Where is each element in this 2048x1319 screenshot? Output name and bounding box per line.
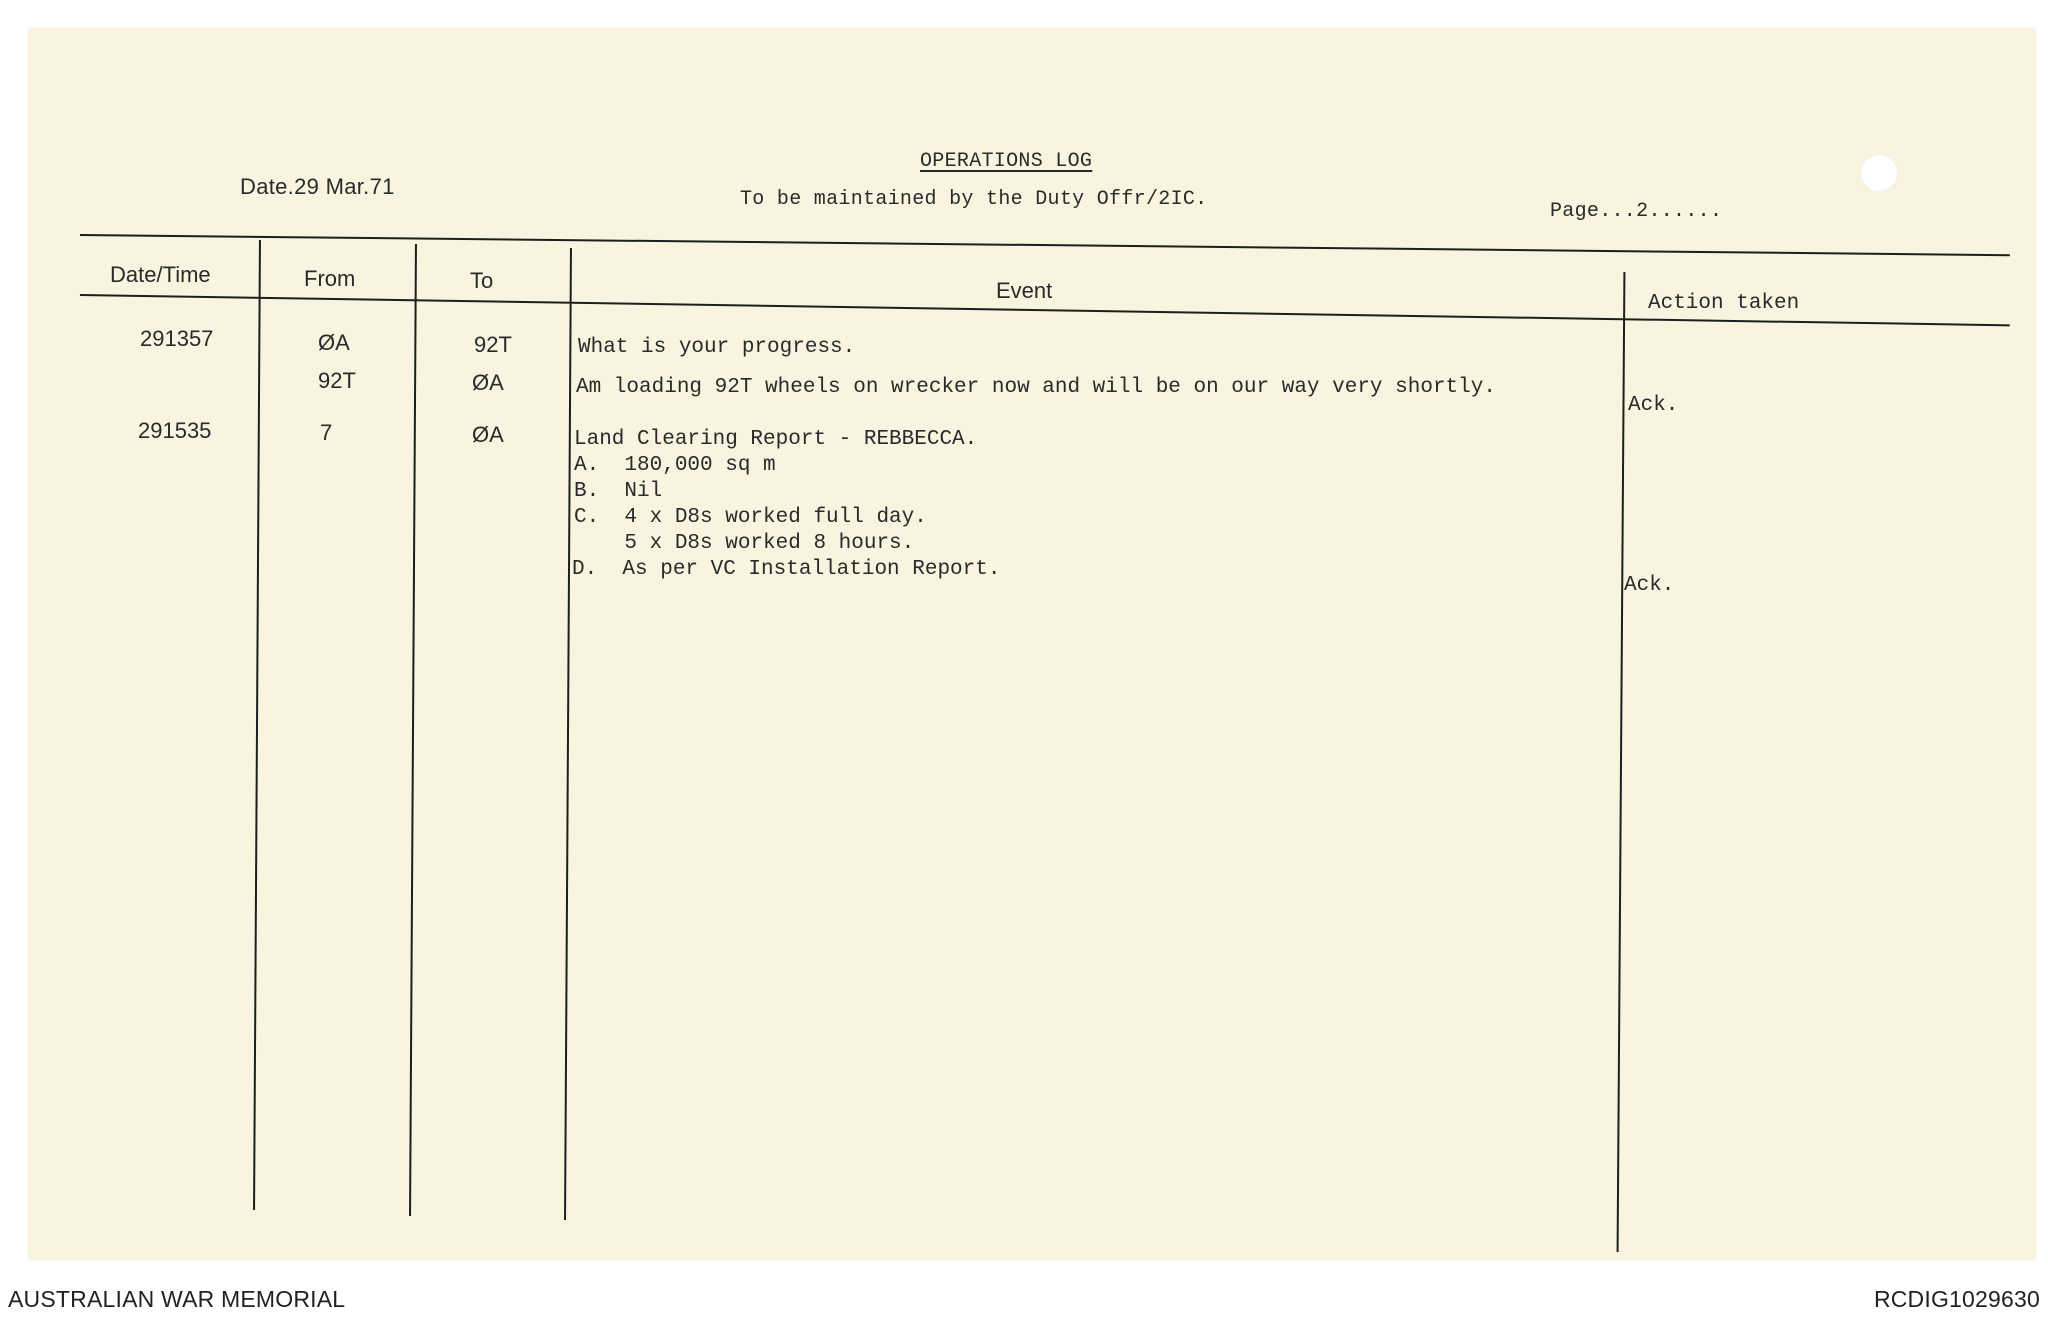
row-3-event-line-6: D. As per VC Installation Report. [572,558,1001,581]
row-1-to: 92T [474,332,512,357]
row-3-event-line-3: B. Nil [574,480,663,503]
date-label: Date. [240,174,295,199]
row-1-date-time: 291357 [140,326,214,351]
row-1-event: What is your progress. [578,336,856,359]
row-2-event: Am loading 92T wheels on wrecker now and will be on our way very shortly. [576,376,1496,399]
document-page [28,28,2036,1260]
date-field [240,174,395,200]
row-3-event-line-2: A. 180,000 sq m [574,454,776,477]
page-value: 2 [1636,200,1649,223]
page-label: Page... [1550,200,1637,223]
document-subtitle: To be maintained by the Duty Offr/2IC. [740,188,1208,211]
punch-hole [1860,154,1898,192]
row-3-from: 7 [320,420,333,445]
header-action-taken: Action taken [1648,292,1800,315]
date-value: 29 Mar.71 [294,174,395,199]
row-3-event-line-5: 5 x D8s worked 8 hours. [574,532,915,555]
row-3-event-line-1: Land Clearing Report - REBBECCA. [574,428,978,451]
row-3-action: Ack. [1624,574,1675,597]
row-1-from: ØA [318,330,350,355]
row-2-action: Ack. [1628,394,1679,417]
header-from: From [304,266,356,291]
header-date-time: Date/Time [110,262,211,287]
page-trail: ...... [1648,200,1723,223]
row-3-to: ØA [472,422,504,447]
page-field [1550,200,1722,223]
row-3-event-line-4: C. 4 x D8s worked full day. [574,506,927,529]
footer-catalog-id: RCDIG1029630 [1873,1286,2040,1312]
document-title: OPERATIONS LOG [920,150,1093,173]
header-event: Event [996,278,1053,303]
footer-source: AUSTRALIAN WAR MEMORIAL [8,1286,346,1312]
row-3-date-time: 291535 [138,418,212,443]
row-2-from: 92T [318,368,356,393]
row-2-to: ØA [472,370,504,395]
header-to: To [470,268,494,293]
